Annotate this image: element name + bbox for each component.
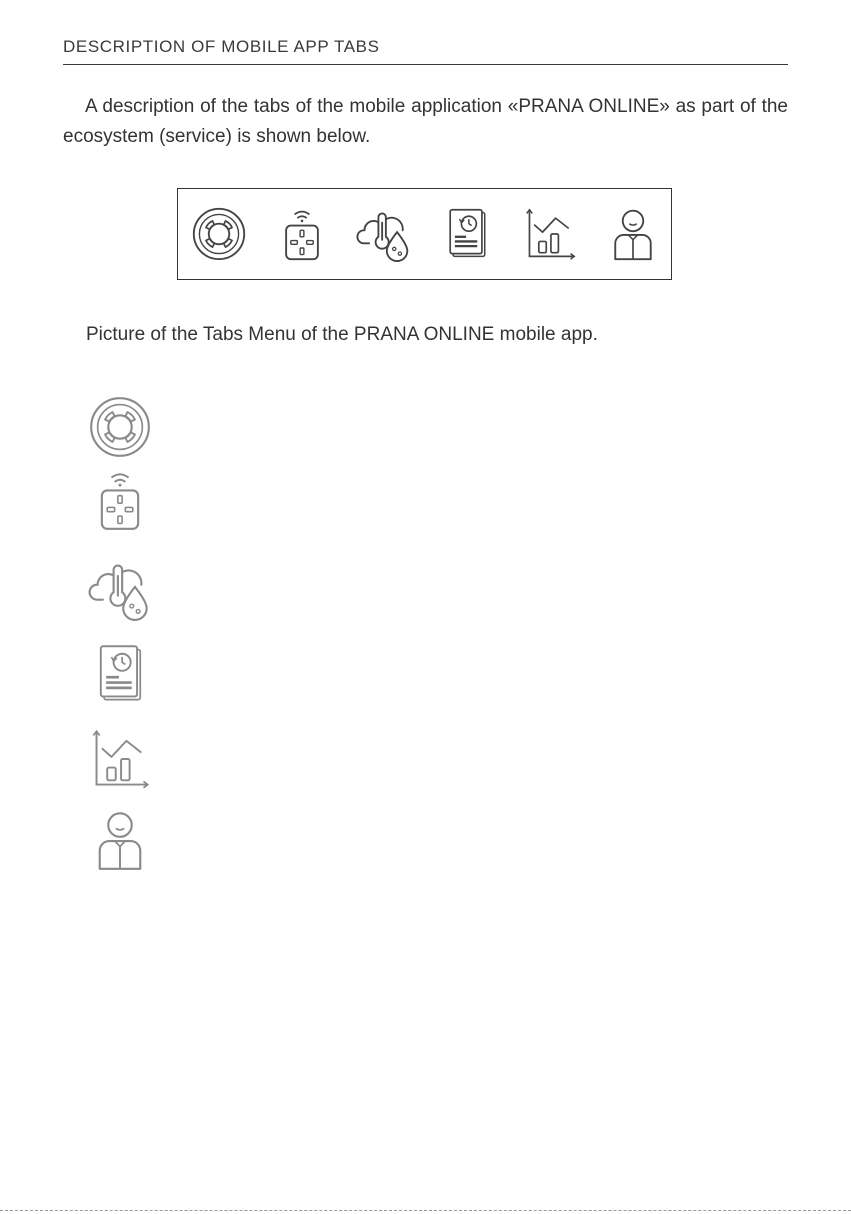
header-divider [63,64,788,65]
history-report-icon [439,206,495,262]
figure-caption: Picture of the Tabs Menu of the PRANA ONLINE mobile app. [86,324,598,345]
page-title: DESCRIPTION OF MOBILE APP TABS [63,37,380,56]
remote-control-icon [88,468,152,532]
device-ring-icon [191,206,247,262]
climate-weather-icon [88,557,152,621]
device-ring-icon [88,395,152,459]
tabs-menu-picture [177,188,672,280]
climate-weather-icon [356,206,412,262]
intro-paragraph: A description of the tabs of the mobile application «PRANA ONLINE» as part of the ecosystem (service) is shown below. [63,96,788,147]
page-bottom-edge [0,1210,851,1211]
user-profile-icon [88,808,152,872]
statistics-chart-icon [522,206,578,262]
history-report-icon [88,642,152,706]
remote-control-icon [274,206,330,262]
statistics-chart-icon [88,727,152,791]
user-profile-icon [605,206,661,262]
